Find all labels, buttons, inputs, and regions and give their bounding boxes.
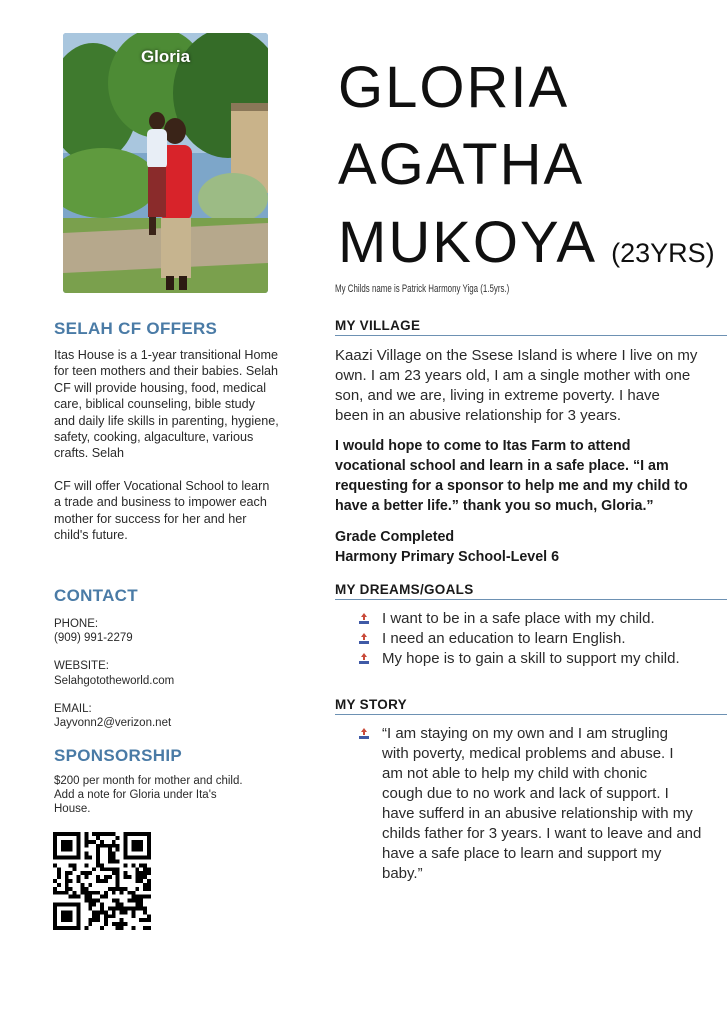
dreams-title: MY DREAMS/GOALS xyxy=(335,582,727,600)
phone-value: (909) 991-2279 xyxy=(54,632,133,645)
village-line: Kaazi Village on the Ssese Island is where I live on my xyxy=(335,347,698,364)
email-label: EMAIL: xyxy=(54,702,92,715)
offers-paragraph-2: CF will offer Vocational School to learn a trade and business to impower each mother for success for her and her child's future. xyxy=(54,478,270,543)
hope-line: requesting for a sponsor to help me and my child to xyxy=(335,478,688,494)
hope-line: have a better life.” thank you so much, Gloria.” xyxy=(335,498,654,514)
qr-code-icon[interactable] xyxy=(53,832,151,930)
contact-title: CONTACT xyxy=(54,586,138,605)
story-title: MY STORY xyxy=(335,697,727,715)
phone-label: PHONE: xyxy=(54,618,99,630)
village-paragraph xyxy=(335,346,727,426)
child-name-note: My Childs name is Patrick Harmony Yiga (1.5yrs.) xyxy=(335,283,510,295)
arrow-bullet-icon xyxy=(358,728,370,740)
list-item: I want to be in a safe place with my child. xyxy=(355,609,727,629)
grade-label: Grade Completed xyxy=(335,529,455,545)
hope-line: vocational school and learn in a safe place. “I am xyxy=(335,458,669,474)
offers-section xyxy=(54,319,279,543)
sponsorship-line-1: $200 per month for mother and child. xyxy=(54,775,243,787)
contact-section xyxy=(54,586,279,730)
profile-photo xyxy=(63,33,268,293)
grade-block xyxy=(335,527,727,567)
arrow-bullet-icon xyxy=(358,653,370,665)
story-list xyxy=(355,724,727,884)
story-line: baby.” xyxy=(382,865,423,882)
list-item: I need an education to learn English. xyxy=(355,629,727,649)
list-item: My hope is to gain a skill to support my child. xyxy=(355,649,727,669)
name-first: GLORIA xyxy=(338,55,570,120)
name-last-row xyxy=(338,208,715,288)
sponsorship-line-2: Add a note for Gloria under Ita's xyxy=(54,789,217,802)
name-middle: AGATHA xyxy=(338,132,585,197)
arrow-bullet-icon xyxy=(358,633,370,645)
offers-title: SELAH CF OFFERS xyxy=(54,319,218,338)
story-line: childs father for 3 years. I want to leave and and xyxy=(382,825,702,842)
website-value[interactable]: Selahgototheworld.com xyxy=(54,674,175,687)
dreams-list xyxy=(355,609,727,669)
story-line: “I am staying on my own and I am strugling xyxy=(382,725,668,742)
sponsorship-title: SPONSORSHIP xyxy=(54,746,182,765)
village-title: MY VILLAGE xyxy=(335,318,727,336)
sponsorship-section xyxy=(54,746,279,817)
story-text xyxy=(382,724,727,884)
age: (23YRS) xyxy=(611,238,715,268)
photo-caption: Gloria xyxy=(140,47,191,66)
hope-paragraph xyxy=(335,436,727,516)
story-line: cough due to no work and lack of support. I xyxy=(382,785,669,802)
story-line: have a safe place to learn and support my xyxy=(382,845,662,862)
village-line: been in an abusive relationship for 3 years. xyxy=(335,407,622,424)
email-value[interactable]: Jayvonn2@verizon.net xyxy=(54,717,172,730)
story-line: have sufferd in an abusive relationship with my xyxy=(382,805,693,822)
story-item xyxy=(355,724,727,884)
sponsorship-line-3: House. xyxy=(54,803,91,816)
website-label: WEBSITE: xyxy=(54,660,109,673)
hope-line: I would hope to come to Itas Farm to attend xyxy=(335,438,631,454)
grade-value: Harmony Primary School-Level 6 xyxy=(335,549,560,565)
story-line: am not able to help my child with chonic xyxy=(382,765,648,782)
name-last: MUKOYA xyxy=(338,210,598,275)
village-line: own. I am 23 years old, I am a single mother with one xyxy=(335,367,691,384)
story-line: with poverty, medical problems and abuse. I xyxy=(382,745,674,762)
offers-paragraph-1: Itas House is a 1-year transitional Home for teen mothers and their babies. Selah CF will provide housing, food, medical care, biblical counseling, bible study and daily life skills in parenting, hygiene, safety, cooking, algaculture, various crafts. Selah xyxy=(54,348,279,461)
arrow-bullet-icon xyxy=(358,613,370,625)
village-line: son, and we are, living in extreme poverty. I have xyxy=(335,387,660,404)
